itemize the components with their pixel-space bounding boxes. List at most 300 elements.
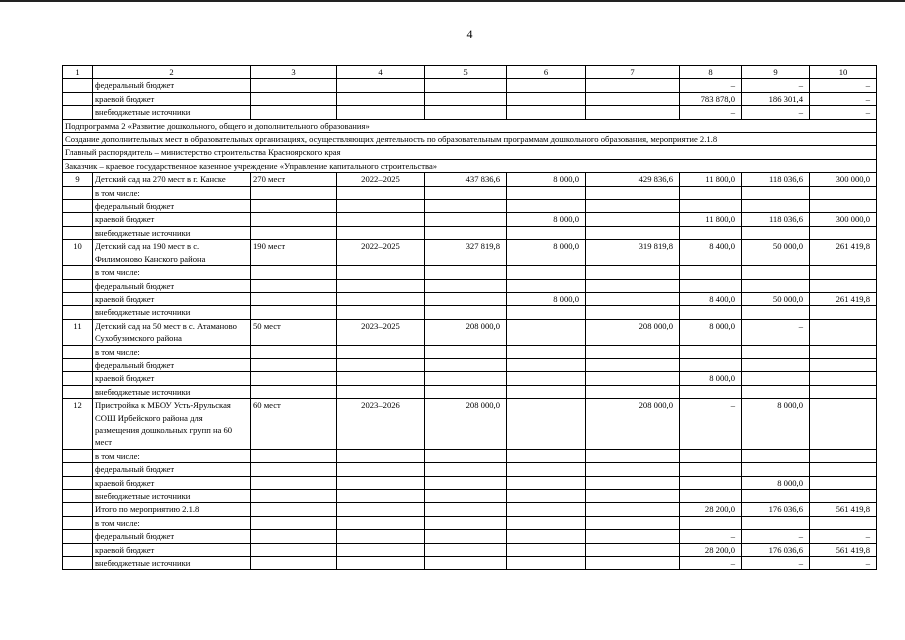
value-cell-col-3 bbox=[251, 306, 337, 319]
value-cell-col-8 bbox=[680, 463, 742, 476]
value-cell-col-4 bbox=[337, 306, 425, 319]
value-cell-col-9: – bbox=[742, 319, 810, 345]
row-number-cell bbox=[63, 213, 93, 226]
row-number-cell bbox=[63, 372, 93, 385]
value-cell-col-7: 208 000,0 bbox=[586, 399, 680, 450]
value-cell-col-4 bbox=[337, 292, 425, 305]
value-cell-col-4 bbox=[337, 213, 425, 226]
value-cell-col-5: 208 000,0 bbox=[425, 399, 507, 450]
value-cell-col-4 bbox=[337, 266, 425, 279]
value-cell-col-6 bbox=[507, 503, 586, 516]
value-cell-col-8: 8 400,0 bbox=[680, 292, 742, 305]
value-cell-col-9 bbox=[742, 516, 810, 529]
value-cell-col-4 bbox=[337, 530, 425, 543]
table-row bbox=[63, 385, 877, 398]
value-cell-col-6 bbox=[507, 449, 586, 462]
value-cell-col-7 bbox=[586, 79, 680, 92]
value-cell-col-3: 270 мест bbox=[251, 173, 337, 186]
value-cell-col-8 bbox=[680, 279, 742, 292]
value-cell-col-3 bbox=[251, 516, 337, 529]
value-cell-col-5 bbox=[425, 213, 507, 226]
value-cell-col-3 bbox=[251, 463, 337, 476]
table-row bbox=[63, 292, 877, 305]
value-cell-col-5 bbox=[425, 516, 507, 529]
item-name-cell: внебюджетные источники bbox=[93, 490, 251, 503]
value-cell-col-8 bbox=[680, 200, 742, 213]
column-number-header: 9 bbox=[742, 66, 810, 79]
value-cell-col-6 bbox=[507, 319, 586, 345]
value-cell-col-8: 8 400,0 bbox=[680, 240, 742, 266]
value-cell-col-7 bbox=[586, 557, 680, 570]
value-cell-col-5 bbox=[425, 543, 507, 556]
section-heading-row bbox=[63, 146, 877, 159]
value-cell-col-8: 28 200,0 bbox=[680, 543, 742, 556]
value-cell-col-8 bbox=[680, 516, 742, 529]
value-cell-col-3 bbox=[251, 92, 337, 105]
value-cell-col-9: 118 036,6 bbox=[742, 173, 810, 186]
value-cell-col-6 bbox=[507, 186, 586, 199]
section-heading: Создание дополнительных мест в образовательных организациях, осуществляющих деятельность по образовательным программам дошкольного образования, мероприятие 2.1.8 bbox=[63, 133, 877, 146]
value-cell-col-5 bbox=[425, 385, 507, 398]
value-cell-col-7 bbox=[586, 213, 680, 226]
row-number-cell bbox=[63, 557, 93, 570]
value-cell-col-6 bbox=[507, 226, 586, 239]
value-cell-col-6 bbox=[507, 516, 586, 529]
row-number-cell bbox=[63, 476, 93, 489]
item-name-cell: Детский сад на 50 мест в с. Атаманово Сухобузимского района bbox=[93, 319, 251, 345]
value-cell-col-3 bbox=[251, 79, 337, 92]
row-number-cell bbox=[63, 358, 93, 371]
row-number-cell: 12 bbox=[63, 399, 93, 450]
value-cell-col-7 bbox=[586, 200, 680, 213]
value-cell-col-4: 2022–2025 bbox=[337, 240, 425, 266]
value-cell-col-4 bbox=[337, 106, 425, 119]
value-cell-col-10 bbox=[810, 279, 877, 292]
table-row bbox=[63, 530, 877, 543]
item-name-cell: федеральный бюджет bbox=[93, 358, 251, 371]
table-row bbox=[63, 226, 877, 239]
value-cell-col-10: 561 419,8 bbox=[810, 503, 877, 516]
column-number-header: 8 bbox=[680, 66, 742, 79]
item-name-cell: в том числе: bbox=[93, 186, 251, 199]
item-name-cell: федеральный бюджет bbox=[93, 279, 251, 292]
value-cell-col-9 bbox=[742, 186, 810, 199]
value-cell-col-9 bbox=[742, 449, 810, 462]
value-cell-col-8 bbox=[680, 306, 742, 319]
table-row bbox=[63, 372, 877, 385]
value-cell-col-4 bbox=[337, 79, 425, 92]
value-cell-col-10: 261 419,8 bbox=[810, 292, 877, 305]
value-cell-col-3 bbox=[251, 200, 337, 213]
value-cell-col-7: 208 000,0 bbox=[586, 319, 680, 345]
item-name-cell: в том числе: bbox=[93, 266, 251, 279]
value-cell-col-6 bbox=[507, 543, 586, 556]
row-number-cell: 10 bbox=[63, 240, 93, 266]
column-number-header: 4 bbox=[337, 66, 425, 79]
value-cell-col-3 bbox=[251, 449, 337, 462]
column-number-header: 3 bbox=[251, 66, 337, 79]
value-cell-col-6 bbox=[507, 266, 586, 279]
value-cell-col-8 bbox=[680, 358, 742, 371]
value-cell-col-3 bbox=[251, 266, 337, 279]
project-row bbox=[63, 319, 877, 345]
value-cell-col-9 bbox=[742, 306, 810, 319]
value-cell-col-8: – bbox=[680, 79, 742, 92]
value-cell-col-10 bbox=[810, 385, 877, 398]
item-name-cell: краевой бюджет bbox=[93, 476, 251, 489]
value-cell-col-6 bbox=[507, 385, 586, 398]
row-number-cell bbox=[63, 543, 93, 556]
value-cell-col-10 bbox=[810, 372, 877, 385]
value-cell-col-3 bbox=[251, 557, 337, 570]
value-cell-col-4 bbox=[337, 490, 425, 503]
value-cell-col-9 bbox=[742, 266, 810, 279]
value-cell-col-7 bbox=[586, 503, 680, 516]
table-row bbox=[63, 476, 877, 489]
table-row bbox=[63, 186, 877, 199]
value-cell-col-4 bbox=[337, 279, 425, 292]
value-cell-col-6 bbox=[507, 358, 586, 371]
row-number-cell bbox=[63, 503, 93, 516]
top-border-line bbox=[0, 0, 905, 2]
value-cell-col-4 bbox=[337, 516, 425, 529]
table-row bbox=[63, 490, 877, 503]
value-cell-col-3 bbox=[251, 226, 337, 239]
value-cell-col-10: 261 419,8 bbox=[810, 240, 877, 266]
item-name-cell: внебюджетные источники bbox=[93, 306, 251, 319]
value-cell-col-5 bbox=[425, 292, 507, 305]
column-number-header: 2 bbox=[93, 66, 251, 79]
item-name-cell: внебюджетные источники bbox=[93, 557, 251, 570]
value-cell-col-7 bbox=[586, 186, 680, 199]
column-number-header: 1 bbox=[63, 66, 93, 79]
value-cell-col-5 bbox=[425, 200, 507, 213]
value-cell-col-3 bbox=[251, 503, 337, 516]
section-heading: Главный распорядитель – министерство строительства Красноярского края bbox=[63, 146, 877, 159]
value-cell-col-3 bbox=[251, 345, 337, 358]
value-cell-col-6 bbox=[507, 557, 586, 570]
row-number-cell bbox=[63, 226, 93, 239]
value-cell-col-3 bbox=[251, 292, 337, 305]
value-cell-col-5 bbox=[425, 266, 507, 279]
table-row bbox=[63, 463, 877, 476]
row-number-cell bbox=[63, 345, 93, 358]
value-cell-col-8 bbox=[680, 266, 742, 279]
value-cell-col-9: 50 000,0 bbox=[742, 292, 810, 305]
value-cell-col-10 bbox=[810, 186, 877, 199]
row-number-cell: 11 bbox=[63, 319, 93, 345]
value-cell-col-6 bbox=[507, 279, 586, 292]
value-cell-col-5 bbox=[425, 226, 507, 239]
value-cell-col-4 bbox=[337, 385, 425, 398]
value-cell-col-9 bbox=[742, 226, 810, 239]
value-cell-col-10: – bbox=[810, 92, 877, 105]
value-cell-col-9 bbox=[742, 345, 810, 358]
value-cell-col-5 bbox=[425, 449, 507, 462]
value-cell-col-5 bbox=[425, 372, 507, 385]
item-name-cell: федеральный бюджет bbox=[93, 79, 251, 92]
value-cell-col-4 bbox=[337, 226, 425, 239]
table-row bbox=[63, 266, 877, 279]
value-cell-col-4 bbox=[337, 503, 425, 516]
row-number-cell bbox=[63, 266, 93, 279]
value-cell-col-7 bbox=[586, 476, 680, 489]
row-number-cell bbox=[63, 106, 93, 119]
table-row bbox=[63, 279, 877, 292]
value-cell-col-7 bbox=[586, 449, 680, 462]
value-cell-col-10 bbox=[810, 226, 877, 239]
value-cell-col-6 bbox=[507, 490, 586, 503]
item-name-cell: Пристройка к МБОУ Усть-Ярульская СОШ Ирбейского района для размещения дошкольных групп на 60 мест bbox=[93, 399, 251, 450]
value-cell-col-3: 190 мест bbox=[251, 240, 337, 266]
value-cell-col-3 bbox=[251, 213, 337, 226]
item-name-cell: Итого по мероприятию 2.1.8 bbox=[93, 503, 251, 516]
value-cell-col-4 bbox=[337, 200, 425, 213]
value-cell-col-9 bbox=[742, 372, 810, 385]
row-number-cell bbox=[63, 530, 93, 543]
value-cell-col-7 bbox=[586, 279, 680, 292]
budget-table bbox=[62, 65, 877, 570]
value-cell-col-5 bbox=[425, 79, 507, 92]
value-cell-col-10 bbox=[810, 358, 877, 371]
table-row bbox=[63, 345, 877, 358]
value-cell-col-4 bbox=[337, 372, 425, 385]
value-cell-col-6 bbox=[507, 530, 586, 543]
row-number-cell bbox=[63, 79, 93, 92]
value-cell-col-9: 50 000,0 bbox=[742, 240, 810, 266]
value-cell-col-8 bbox=[680, 345, 742, 358]
value-cell-col-8: 783 878,0 bbox=[680, 92, 742, 105]
value-cell-col-3 bbox=[251, 372, 337, 385]
column-number-header: 7 bbox=[586, 66, 680, 79]
value-cell-col-6: 8 000,0 bbox=[507, 292, 586, 305]
value-cell-col-5 bbox=[425, 358, 507, 371]
value-cell-col-8: – bbox=[680, 106, 742, 119]
table-row bbox=[63, 449, 877, 462]
value-cell-col-4 bbox=[337, 543, 425, 556]
page-number: 4 bbox=[466, 27, 473, 41]
value-cell-col-3 bbox=[251, 530, 337, 543]
value-cell-col-3 bbox=[251, 476, 337, 489]
value-cell-col-9 bbox=[742, 385, 810, 398]
value-cell-col-4 bbox=[337, 476, 425, 489]
value-cell-col-4 bbox=[337, 463, 425, 476]
value-cell-col-5 bbox=[425, 476, 507, 489]
value-cell-col-3 bbox=[251, 543, 337, 556]
value-cell-col-9: 8 000,0 bbox=[742, 399, 810, 450]
row-number-cell bbox=[63, 186, 93, 199]
table-row bbox=[63, 358, 877, 371]
value-cell-col-10 bbox=[810, 200, 877, 213]
table-row bbox=[63, 79, 877, 92]
row-number-cell bbox=[63, 385, 93, 398]
value-cell-col-5: 327 819,8 bbox=[425, 240, 507, 266]
table-row bbox=[63, 106, 877, 119]
section-heading: Заказчик – краевое государственное казенное учреждение «Управление капитального строительства» bbox=[63, 159, 877, 172]
value-cell-col-4 bbox=[337, 345, 425, 358]
value-cell-col-8: – bbox=[680, 399, 742, 450]
table-row bbox=[63, 92, 877, 105]
item-name-cell: Детский сад на 270 мест в г. Канске bbox=[93, 173, 251, 186]
value-cell-col-4: 2023–2025 bbox=[337, 319, 425, 345]
value-cell-col-10 bbox=[810, 516, 877, 529]
value-cell-col-9: 186 301,4 bbox=[742, 92, 810, 105]
section-heading-row bbox=[63, 119, 877, 132]
value-cell-col-5 bbox=[425, 557, 507, 570]
value-cell-col-9 bbox=[742, 200, 810, 213]
item-name-cell: Детский сад на 190 мест в с. Филимоново Канского района bbox=[93, 240, 251, 266]
value-cell-col-6 bbox=[507, 399, 586, 450]
value-cell-col-4 bbox=[337, 92, 425, 105]
row-number-cell bbox=[63, 92, 93, 105]
row-number-cell bbox=[63, 292, 93, 305]
value-cell-col-8: 11 800,0 bbox=[680, 213, 742, 226]
value-cell-col-7 bbox=[586, 358, 680, 371]
item-name-cell: краевой бюджет bbox=[93, 372, 251, 385]
section-heading: Подпрограмма 2 «Развитие дошкольного, общего и дополнительного образования» bbox=[63, 119, 877, 132]
table-row bbox=[63, 306, 877, 319]
item-name-cell: в том числе: bbox=[93, 516, 251, 529]
value-cell-col-7 bbox=[586, 292, 680, 305]
value-cell-col-10: – bbox=[810, 79, 877, 92]
section-heading-row bbox=[63, 159, 877, 172]
value-cell-col-9: 118 036,6 bbox=[742, 213, 810, 226]
column-number-header: 10 bbox=[810, 66, 877, 79]
value-cell-col-8 bbox=[680, 476, 742, 489]
section-heading-row bbox=[63, 133, 877, 146]
item-name-cell: федеральный бюджет bbox=[93, 200, 251, 213]
value-cell-col-10 bbox=[810, 490, 877, 503]
item-name-cell: краевой бюджет bbox=[93, 92, 251, 105]
item-name-cell: федеральный бюджет bbox=[93, 463, 251, 476]
value-cell-col-6 bbox=[507, 306, 586, 319]
row-number-cell: 9 bbox=[63, 173, 93, 186]
value-cell-col-5 bbox=[425, 490, 507, 503]
value-cell-col-6: 8 000,0 bbox=[507, 240, 586, 266]
value-cell-col-5 bbox=[425, 345, 507, 358]
value-cell-col-8 bbox=[680, 449, 742, 462]
value-cell-col-6 bbox=[507, 106, 586, 119]
row-number-cell bbox=[63, 449, 93, 462]
value-cell-col-4: 2022–2025 bbox=[337, 173, 425, 186]
value-cell-col-7 bbox=[586, 490, 680, 503]
value-cell-col-6: 8 000,0 bbox=[507, 213, 586, 226]
item-name-cell: в том числе: bbox=[93, 345, 251, 358]
value-cell-col-7 bbox=[586, 385, 680, 398]
value-cell-col-5 bbox=[425, 530, 507, 543]
value-cell-col-8: 8 000,0 bbox=[680, 319, 742, 345]
value-cell-col-10: – bbox=[810, 106, 877, 119]
value-cell-col-10: – bbox=[810, 530, 877, 543]
value-cell-col-3 bbox=[251, 490, 337, 503]
value-cell-col-9 bbox=[742, 490, 810, 503]
value-cell-col-9 bbox=[742, 358, 810, 371]
item-name-cell: в том числе: bbox=[93, 449, 251, 462]
value-cell-col-3 bbox=[251, 358, 337, 371]
table-row bbox=[63, 557, 877, 570]
value-cell-col-6 bbox=[507, 79, 586, 92]
table-row bbox=[63, 200, 877, 213]
value-cell-col-9 bbox=[742, 463, 810, 476]
column-number-header: 5 bbox=[425, 66, 507, 79]
value-cell-col-4: 2023–2026 bbox=[337, 399, 425, 450]
value-cell-col-10 bbox=[810, 266, 877, 279]
value-cell-col-8 bbox=[680, 385, 742, 398]
item-name-cell: федеральный бюджет bbox=[93, 530, 251, 543]
table-row bbox=[63, 503, 877, 516]
value-cell-col-10 bbox=[810, 319, 877, 345]
item-name-cell: краевой бюджет bbox=[93, 292, 251, 305]
value-cell-col-7 bbox=[586, 463, 680, 476]
value-cell-col-6: 8 000,0 bbox=[507, 173, 586, 186]
value-cell-col-7 bbox=[586, 372, 680, 385]
value-cell-col-5 bbox=[425, 92, 507, 105]
value-cell-col-6 bbox=[507, 92, 586, 105]
value-cell-col-10: – bbox=[810, 557, 877, 570]
value-cell-col-7 bbox=[586, 92, 680, 105]
value-cell-col-5 bbox=[425, 279, 507, 292]
item-name-cell: внебюджетные источники bbox=[93, 226, 251, 239]
value-cell-col-8: 8 000,0 bbox=[680, 372, 742, 385]
item-name-cell: краевой бюджет bbox=[93, 543, 251, 556]
value-cell-col-4 bbox=[337, 186, 425, 199]
project-row bbox=[63, 399, 877, 450]
value-cell-col-6 bbox=[507, 345, 586, 358]
value-cell-col-7 bbox=[586, 266, 680, 279]
row-number-cell bbox=[63, 306, 93, 319]
item-name-cell: внебюджетные источники bbox=[93, 106, 251, 119]
row-number-cell bbox=[63, 463, 93, 476]
value-cell-col-3: 60 мест bbox=[251, 399, 337, 450]
value-cell-col-9: – bbox=[742, 106, 810, 119]
value-cell-col-6 bbox=[507, 372, 586, 385]
value-cell-col-7: 429 836,6 bbox=[586, 173, 680, 186]
value-cell-col-7 bbox=[586, 345, 680, 358]
value-cell-col-10: 300 000,0 bbox=[810, 173, 877, 186]
value-cell-col-9: – bbox=[742, 79, 810, 92]
table-row bbox=[63, 543, 877, 556]
item-name-cell: краевой бюджет bbox=[93, 213, 251, 226]
value-cell-col-9: – bbox=[742, 530, 810, 543]
value-cell-col-5 bbox=[425, 503, 507, 516]
value-cell-col-7 bbox=[586, 530, 680, 543]
value-cell-col-3 bbox=[251, 279, 337, 292]
value-cell-col-6 bbox=[507, 463, 586, 476]
value-cell-col-9 bbox=[742, 279, 810, 292]
row-number-cell bbox=[63, 490, 93, 503]
value-cell-col-8 bbox=[680, 186, 742, 199]
value-cell-col-7 bbox=[586, 543, 680, 556]
value-cell-col-5: 208 000,0 bbox=[425, 319, 507, 345]
value-cell-col-5 bbox=[425, 186, 507, 199]
value-cell-col-6 bbox=[507, 200, 586, 213]
table-row bbox=[63, 213, 877, 226]
value-cell-col-5: 437 836,6 bbox=[425, 173, 507, 186]
value-cell-col-3: 50 мест bbox=[251, 319, 337, 345]
value-cell-col-10 bbox=[810, 306, 877, 319]
value-cell-col-10: 561 419,8 bbox=[810, 543, 877, 556]
value-cell-col-9: 176 036,6 bbox=[742, 503, 810, 516]
value-cell-col-9: 176 036,6 bbox=[742, 543, 810, 556]
item-name-cell: внебюджетные источники bbox=[93, 385, 251, 398]
value-cell-col-9: – bbox=[742, 557, 810, 570]
value-cell-col-7 bbox=[586, 226, 680, 239]
table-header-row bbox=[63, 66, 877, 79]
value-cell-col-6 bbox=[507, 476, 586, 489]
value-cell-col-3 bbox=[251, 186, 337, 199]
value-cell-col-8: – bbox=[680, 530, 742, 543]
value-cell-col-10 bbox=[810, 463, 877, 476]
